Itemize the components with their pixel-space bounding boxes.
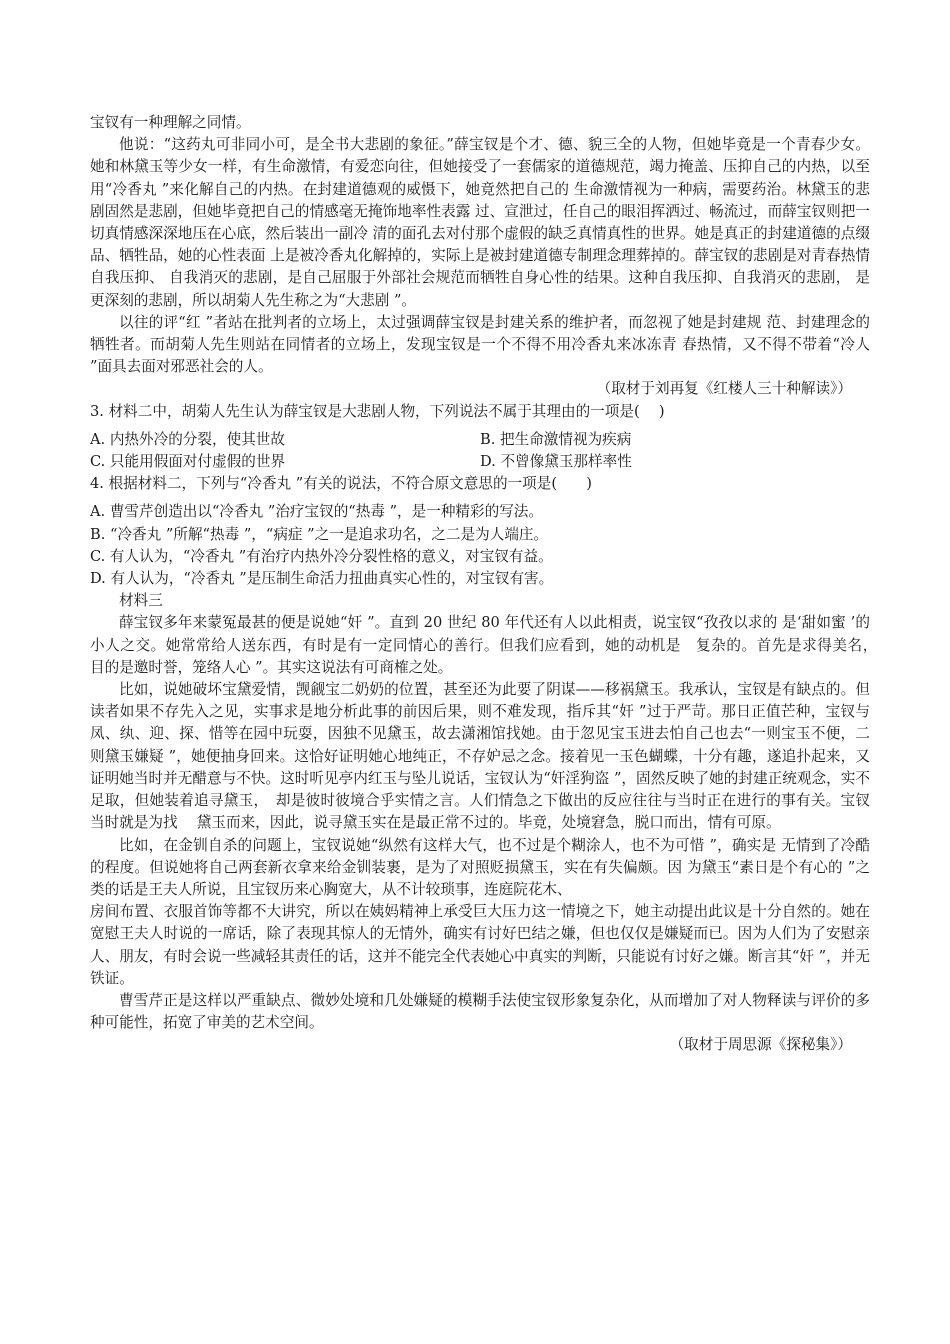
material3-paragraph-3b: 房间布置、衣服首饰等都不大讲究，所以在姨妈精神上承受巨大压力这一情境之下，她主动提出此议是十分自然的。她在宽慰王夫人时说的一席话，除了表现其惊人的无情外，确实有讨好巴结之嫌，但也仅仅是嫌疑而已。因为人们为了安慰亲人、朋友，有时会说一些减轻其责任的话，这并不能完全代表她心中真实的判断，只能说有讨好之嫌。断言其“奸 ”，并无铁证。 xyxy=(90,903,870,987)
question-3-option-b[interactable]: B. 把生命激情视为疾病 xyxy=(480,430,632,448)
question-3-options-row-1 xyxy=(90,429,870,451)
question-4-option-a[interactable]: A. 曹雪芹创造出以“冷香丸 ”治疗宝钗的“热毒 ”，是一种精彩的写法。 xyxy=(90,503,543,521)
material3-source: （取材于周思源《探秘集》） xyxy=(669,1036,852,1054)
question-3-option-d[interactable]: D. 不曾像黛玉那样率性 xyxy=(480,453,632,471)
question-4-option-d[interactable]: D. 有人认为，“冷香丸 ”是压制生命活力扭曲真实心性的，对宝钗有害。 xyxy=(90,570,554,588)
material2-paragraph-2: 以往的评“红 ”者站在批判者的立场上，太过强调薛宝钗是封建关系的维护者，而忽视了她是封建规 范、封建理念的牺牲者。而胡菊人先生则站在同情者的立场上，发现宝钗是一个不得不用冷香丸来冰冻青 春热情，又不得不带着“冷人 ”面具去面对邪恶社会的人。 xyxy=(90,313,870,376)
material2-paragraph-1: 他说：“这药丸可非同小可，是全书大悲剧的象征。”薛宝钗是个才、德、貌三全的人物，但她毕竟是一个青春少女。她和林黛玉等少女一样，有生命激情，有爱恋向往，但她接受了一套儒家的道德规范，竭力掩盖、压抑自己的内热，以至用“冷香丸 ”来化解自己的内热。在封建道德观的威慑下，她竟然把自己的 生命激情视为一种病，需要药治。林黛玉的悲剧固然是悲剧，但她毕竟把自己的情感毫无掩饰地率性表露 过、宣泄过，任自己的眼泪挥洒过、畅流过，而薛宝钗则把一切真情感深深地压在心底，然后装出一副冷 清的面孔去对付那个虚假的缺乏真情真性的世界。她是真正的封建道德的点缀品、牺牲品，她的心性表面 上是被冷香丸化解掉的，实际上是被封建道德专制理念理葬掉的。薛宝钗的悲剧是对青春热情自我压抑、 自我消灭的悲剧，是自己屈服于外部社会规范而牺牲自身心性的结果。这种自我压抑、自我消灭的悲剧， 是更深刻的悲剧，所以胡菊人先生称之为“大悲剧 ”。 xyxy=(90,136,870,309)
material3-paragraph-1: 薛宝钗多年来蒙冤最甚的便是说她“奸 ”。直到 20 世纪 80 年代还有人以此相责，说宝钗“孜孜以求的 是‘甜如蜜 ’的小人之交。她常常给人送东西，有时是有一定同情心的善行。但我们应看到，她的动机是 复杂的。首先是求得美名， 目的是邀时誉，笼络人心 ”。其实这说法有可商榷之处。 xyxy=(90,614,885,676)
question-3-option-c[interactable]: C. 只能用假面对付虚假的世界 xyxy=(90,453,286,471)
question-4-stem: 4. 根据材料二，下列与“冷香丸 ”有关的说法，不符合原文意思的一项是( ) xyxy=(90,475,592,493)
question-3-options-row-2 xyxy=(90,451,870,473)
question-3-stem: 3. 材料二中，胡菊人先生认为薛宝钗是大悲剧人物，下列说法不属于其理由的一项是( ) xyxy=(90,402,665,420)
question-3-option-a[interactable]: A. 内热外冷的分裂，使其世故 xyxy=(90,430,285,448)
document-page xyxy=(90,112,885,1057)
material3-paragraph-3a: 比如，在金钏自杀的问题上，宝钗说她“纵然有这样大气，也不过是个糊涂人，也不为可惜 ”，确实是 无情到了冷酷的程度。但说她将自己两套新衣拿来给金钏装裹，是为了对照贬损黛玉，实在有失偏颇。因 为黛玉“素日是个有心的 ”之类的话是王夫人所说，且宝钗历来心胸宽大，从不计较琐事，连庭院花木、 xyxy=(90,836,870,898)
material3-paragraph-2: 比如，说她破坏宝黛爱情，觊觎宝二奶奶的位置，甚至还为此要了阴谋——移祸黛玉。我承认，宝钗是有缺点的。但读者如果不存先入之见，实事求是地分析此事的前因后果，则不难发现，指斥其“奸 ”过于严苛。那日正值芒种，宝钗与凤、纨、迎、探、惜等在园中玩耍，因独不见黛玉，故去潇湘馆找她。由于忽见宝玉进去怕自己也去“一则宝玉不便，二则黛玉嫌疑 ”，她便抽身回来。这恰好证明她心地纯正，不存妒忌之念。接着见一玉色蝴蝶，十分有趣，遂追扑起来，又证明她当时并无醋意与不快。这时听见亭内红玉与坠儿说话，宝钗认为“奸淫狗盗 ”，固然反映了她的封建正统观念，实不足取，但她装着追寻黛玉， 却是彼时彼境合乎实情之言。人们情急之下做出的反应往往与当时正在进行的事有关。宝钗当时就是为找 黛玉而来，因此，说寻黛玉实在是最正常不过的。毕竟，处境窘急，脱口而出，情有可原。 xyxy=(90,681,870,832)
material2-paragraph-0: 宝钗有一种理解之同情。 xyxy=(90,114,251,131)
material3-paragraph-4: 曹雪芹正是这样以严重缺点、微妙处境和几处嫌疑的模糊手法使宝钗形象复杂化，从而增加了对人物释读与评价的多种可能性，拓宽了审美的艺术空间。 xyxy=(90,991,870,1032)
question-4-option-b[interactable]: B. “冷香丸 ”所解“热毒 ”，“病症 ”之一是追求功名，之二是为人端庄。 xyxy=(90,525,549,543)
material3-heading: 材料三 xyxy=(119,592,163,610)
material2-source: （取材于刘再复《红楼人三十种解读》） xyxy=(596,380,852,398)
question-4-option-c[interactable]: C. 有人认为，“冷香丸 ”有治疗内热外冷分裂性格的意义，对宝钗有益。 xyxy=(90,547,553,565)
